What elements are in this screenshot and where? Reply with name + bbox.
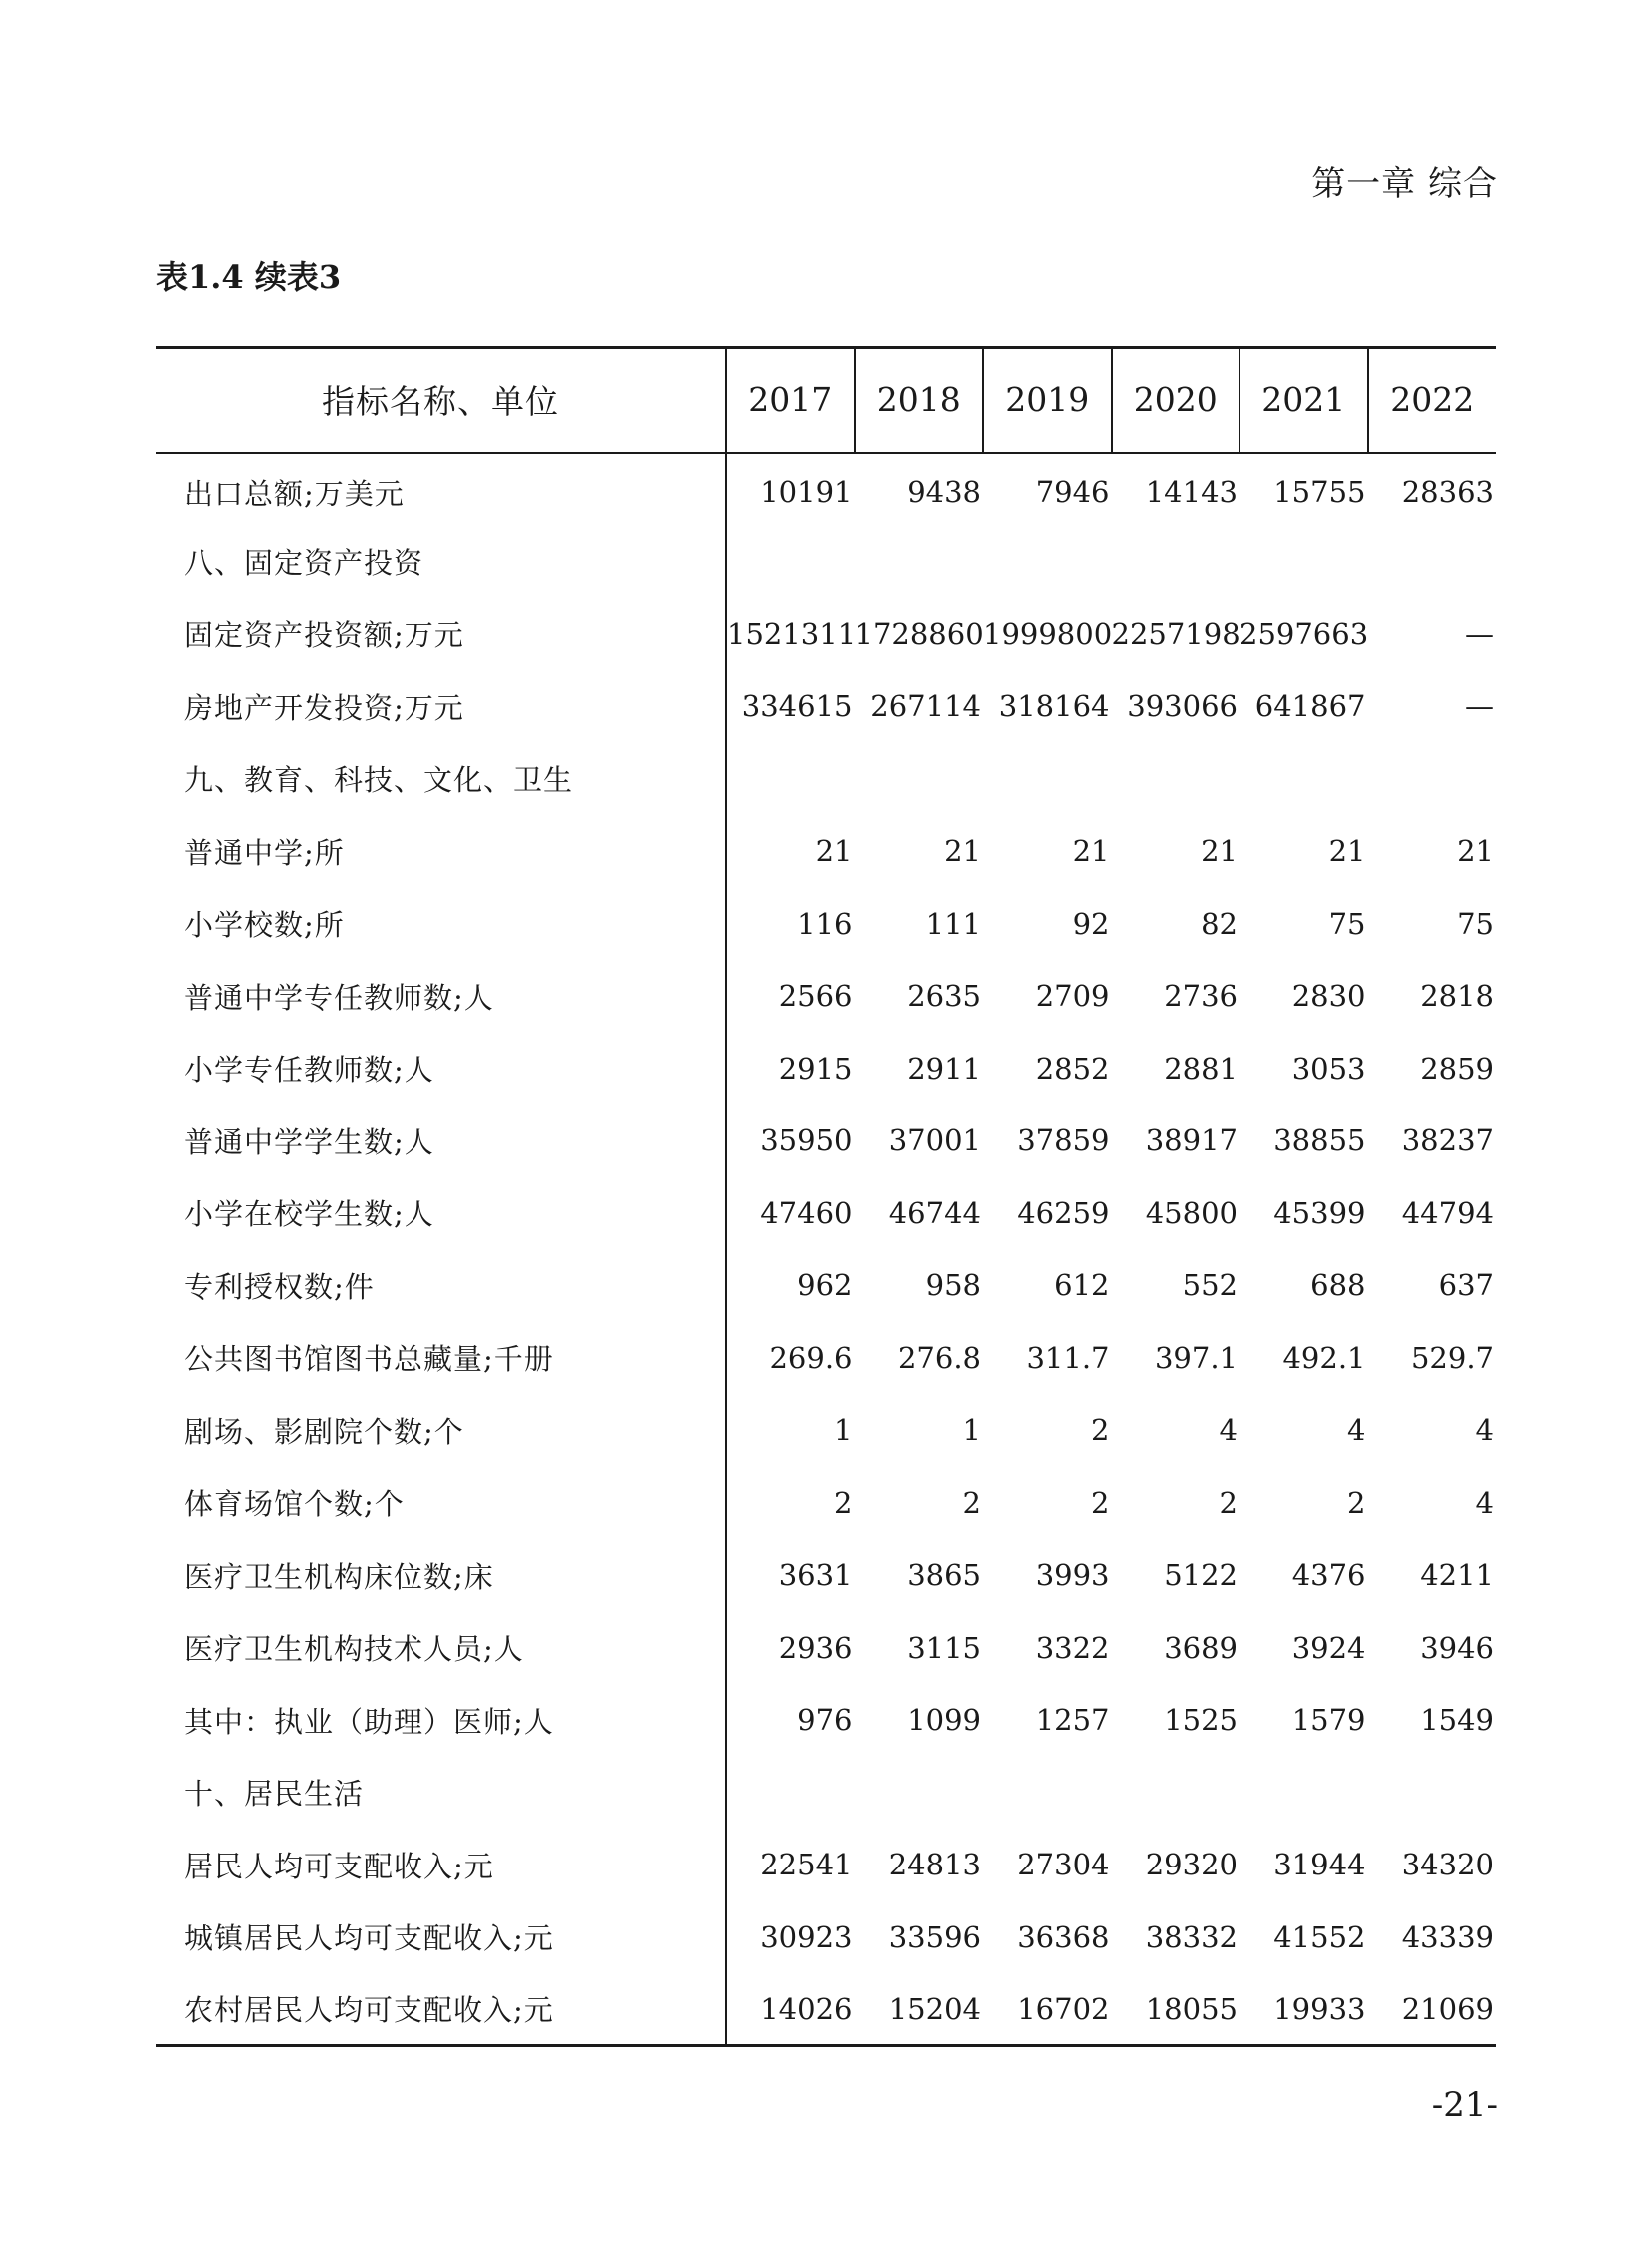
value-cell: 14026 (726, 1973, 855, 2046)
value-cell: 45800 (1145, 1195, 1238, 1230)
value-cell: 637 (1438, 1268, 1494, 1303)
value-cell: 45399 (1273, 1195, 1366, 1230)
indicator-name: 十、居民生活 (156, 1757, 726, 1830)
indicator-name: 小学专任教师数;人 (156, 1033, 726, 1106)
year-header: 2018 (855, 348, 984, 453)
value-cell (855, 1757, 984, 1830)
value-cell: 19933 (1239, 1973, 1368, 2046)
value-cell: 529.7 (1410, 1340, 1494, 1375)
value-cell (1368, 743, 1497, 816)
value-cell: 976 (797, 1703, 853, 1738)
value-cell: 2936 (778, 1630, 853, 1665)
value-cell: 397.1 (1154, 1340, 1238, 1375)
value-cell: 2859 (1420, 1051, 1494, 1086)
table-row (156, 1394, 1496, 1467)
value-cell: 276.8 (897, 1340, 981, 1375)
table-row (156, 453, 1496, 526)
value-cell: 1099 (907, 1703, 981, 1738)
value-cell: 33596 (888, 1919, 981, 1954)
value-cell: 21069 (1368, 1973, 1497, 2046)
table-body (156, 453, 1496, 2046)
value-cell: 35950 (760, 1123, 853, 1158)
value-cell: 47460 (760, 1195, 853, 1230)
value-cell (1239, 1757, 1368, 1830)
value-cell: 2597663 (1239, 616, 1369, 651)
value-cell: 29320 (1145, 1848, 1238, 1882)
value-cell: 3115 (907, 1630, 981, 1665)
value-cell: 111 (925, 906, 981, 941)
year-header: 2019 (983, 348, 1112, 453)
value-cell: — (1465, 616, 1494, 651)
table-row (156, 815, 1496, 888)
value-cell: 16702 (983, 1973, 1112, 2046)
table-row (156, 1467, 1496, 1540)
value-cell: 2 (1091, 1413, 1110, 1448)
table-row (156, 1322, 1496, 1395)
value-cell: 38855 (1273, 1123, 1366, 1158)
value-cell: 3993 (1035, 1558, 1110, 1593)
year-header: 2017 (726, 348, 855, 453)
value-cell: 1999800 (983, 616, 1113, 651)
indicator-name: 普通中学专任教师数;人 (156, 960, 726, 1033)
value-cell (983, 743, 1112, 816)
value-cell: 38332 (1145, 1919, 1238, 1954)
value-cell (1112, 1757, 1240, 1830)
table-row (156, 1757, 1496, 1830)
value-cell (983, 1757, 1112, 1830)
table-row (156, 1105, 1496, 1177)
value-cell: 37859 (1017, 1123, 1110, 1158)
page-number: -21- (1431, 2085, 1498, 2125)
value-cell: 393066 (1127, 689, 1238, 724)
value-cell: 10191 (760, 475, 853, 510)
value-cell: 15204 (855, 1973, 984, 2046)
value-cell: 2818 (1420, 979, 1494, 1014)
value-cell (726, 743, 855, 816)
indicator-header: 指标名称、单位 (156, 348, 726, 453)
value-cell: 14143 (1145, 475, 1238, 510)
indicator-name: 居民人均可支配收入;元 (156, 1829, 726, 1901)
value-cell: 2635 (907, 979, 981, 1014)
value-cell: 1525 (1164, 1703, 1238, 1738)
value-cell (855, 525, 984, 598)
table-row (156, 1177, 1496, 1250)
indicator-name: 普通中学;所 (156, 815, 726, 888)
table-row (156, 1612, 1496, 1685)
value-cell: 21 (1457, 834, 1494, 869)
table-row (156, 1033, 1496, 1106)
value-cell: 7946 (1035, 475, 1110, 510)
value-cell: 4 (1347, 1413, 1366, 1448)
table-row (156, 1539, 1496, 1612)
table-row (156, 1901, 1496, 1974)
value-cell: 1521311 (727, 616, 857, 651)
value-cell: 3946 (1420, 1630, 1494, 1665)
value-cell: 2709 (1035, 979, 1110, 1014)
value-cell: 24813 (888, 1848, 981, 1882)
value-cell: 4 (1219, 1413, 1238, 1448)
value-cell: 2852 (1035, 1051, 1110, 1086)
value-cell: 962 (797, 1268, 853, 1303)
value-cell: 21 (815, 834, 853, 869)
table-title: 表1.4 续表3 (156, 258, 342, 296)
value-cell: 38917 (1145, 1123, 1238, 1158)
value-cell: 269.6 (769, 1340, 853, 1375)
value-cell: 36368 (1017, 1919, 1110, 1954)
value-cell: 2 (1091, 1485, 1110, 1520)
value-cell: 38237 (1401, 1123, 1494, 1158)
value-cell: 552 (1182, 1268, 1238, 1303)
value-cell (726, 525, 855, 598)
value-cell: 4376 (1291, 1558, 1366, 1593)
indicator-name: 其中：执业（助理）医师;人 (156, 1684, 726, 1757)
value-cell: 116 (797, 906, 853, 941)
value-cell: 2915 (778, 1051, 853, 1086)
table-row (156, 670, 1496, 743)
value-cell: 1257 (1035, 1703, 1110, 1738)
value-cell: 2257198 (1111, 616, 1240, 651)
value-cell: 41552 (1273, 1919, 1366, 1954)
chapter-header: 第一章 综合 (1311, 164, 1498, 204)
value-cell: 75 (1457, 906, 1494, 941)
value-cell: 2 (962, 1485, 981, 1520)
value-cell: — (1465, 689, 1494, 724)
table-header-row (156, 348, 1496, 453)
value-cell: 75 (1328, 906, 1366, 941)
indicator-name: 体育场馆个数;个 (156, 1467, 726, 1540)
value-cell: 5122 (1164, 1558, 1238, 1593)
value-cell (983, 525, 1112, 598)
value-cell: 21 (1328, 834, 1366, 869)
indicator-name: 出口总额;万美元 (156, 453, 726, 526)
value-cell: 18055 (1112, 1973, 1240, 2046)
value-cell: 46259 (1017, 1195, 1110, 1230)
value-cell: 3322 (1035, 1630, 1110, 1665)
indicator-name: 八、固定资产投资 (156, 525, 726, 598)
value-cell: 44794 (1401, 1195, 1494, 1230)
value-cell: 1728860 (854, 616, 984, 651)
value-cell: 30923 (760, 1919, 853, 1954)
year-header: 2021 (1239, 348, 1368, 453)
value-cell: 37001 (888, 1123, 981, 1158)
value-cell: 492.1 (1282, 1340, 1366, 1375)
value-cell: 1 (962, 1413, 981, 1448)
indicator-name: 剧场、影剧院个数;个 (156, 1394, 726, 1467)
value-cell: 21 (1201, 834, 1238, 869)
value-cell: 1549 (1420, 1703, 1494, 1738)
indicator-name: 固定资产投资额;万元 (156, 598, 726, 671)
indicator-name: 房地产开发投资;万元 (156, 670, 726, 743)
value-cell (726, 1757, 855, 1830)
value-cell (1239, 743, 1368, 816)
table-row (156, 1249, 1496, 1322)
indicator-name: 小学校数;所 (156, 888, 726, 961)
value-cell: 641867 (1254, 689, 1366, 724)
value-cell: 1579 (1291, 1703, 1366, 1738)
year-header: 2020 (1112, 348, 1240, 453)
value-cell: 612 (1054, 1268, 1110, 1303)
table-row (156, 1829, 1496, 1901)
table-row (156, 1684, 1496, 1757)
value-cell: 28363 (1401, 475, 1494, 510)
indicator-name: 专利授权数;件 (156, 1249, 726, 1322)
value-cell: 27304 (1017, 1848, 1110, 1882)
value-cell: 3865 (907, 1558, 981, 1593)
value-cell: 4211 (1420, 1558, 1494, 1593)
table-row (156, 525, 1496, 598)
table-row (156, 743, 1496, 816)
value-cell: 688 (1310, 1268, 1366, 1303)
table-row (156, 1973, 1496, 2046)
value-cell: 22541 (760, 1848, 853, 1882)
value-cell: 4 (1475, 1485, 1494, 1520)
value-cell: 2830 (1291, 979, 1366, 1014)
value-cell: 2 (834, 1485, 853, 1520)
value-cell: 1 (834, 1413, 853, 1448)
value-cell: 4 (1475, 1413, 1494, 1448)
value-cell: 2736 (1164, 979, 1238, 1014)
indicator-name: 普通中学学生数;人 (156, 1105, 726, 1177)
statistics-table (156, 346, 1496, 2047)
value-cell: 43339 (1401, 1919, 1494, 1954)
value-cell: 31944 (1273, 1848, 1366, 1882)
indicator-name: 公共图书馆图书总藏量;千册 (156, 1322, 726, 1395)
value-cell: 2 (1347, 1485, 1366, 1520)
value-cell: 21 (1072, 834, 1110, 869)
value-cell (1112, 743, 1240, 816)
value-cell: 2566 (778, 979, 853, 1014)
value-cell (855, 743, 984, 816)
year-header: 2022 (1368, 348, 1497, 453)
value-cell: 958 (925, 1268, 981, 1303)
value-cell (1239, 525, 1368, 598)
value-cell: 3924 (1291, 1630, 1366, 1665)
value-cell: 3053 (1291, 1051, 1366, 1086)
table-row (156, 960, 1496, 1033)
value-cell: 82 (1201, 906, 1238, 941)
value-cell (1368, 1757, 1497, 1830)
value-cell: 3631 (778, 1558, 853, 1593)
value-cell: 21 (944, 834, 981, 869)
indicator-name: 小学在校学生数;人 (156, 1177, 726, 1250)
value-cell: 3689 (1164, 1630, 1238, 1665)
value-cell (1368, 525, 1497, 598)
indicator-name: 医疗卫生机构技术人员;人 (156, 1612, 726, 1685)
value-cell: 318164 (998, 689, 1110, 724)
indicator-name: 城镇居民人均可支配收入;元 (156, 1901, 726, 1974)
table-row (156, 888, 1496, 961)
value-cell (1112, 525, 1240, 598)
value-cell: 34320 (1401, 1848, 1494, 1882)
value-cell: 9438 (907, 475, 981, 510)
value-cell: 334615 (741, 689, 853, 724)
value-cell: 15755 (1273, 475, 1366, 510)
value-cell: 2 (1219, 1485, 1238, 1520)
indicator-name: 医疗卫生机构床位数;床 (156, 1539, 726, 1612)
value-cell: 267114 (870, 689, 981, 724)
indicator-name: 九、教育、科技、文化、卫生 (156, 743, 726, 816)
indicator-name: 农村居民人均可支配收入;元 (156, 1973, 726, 2046)
table-row (156, 598, 1496, 671)
value-cell: 311.7 (1026, 1340, 1110, 1375)
value-cell: 2911 (907, 1051, 981, 1086)
value-cell: 2881 (1164, 1051, 1238, 1086)
value-cell: 92 (1072, 906, 1110, 941)
value-cell: 46744 (888, 1195, 981, 1230)
